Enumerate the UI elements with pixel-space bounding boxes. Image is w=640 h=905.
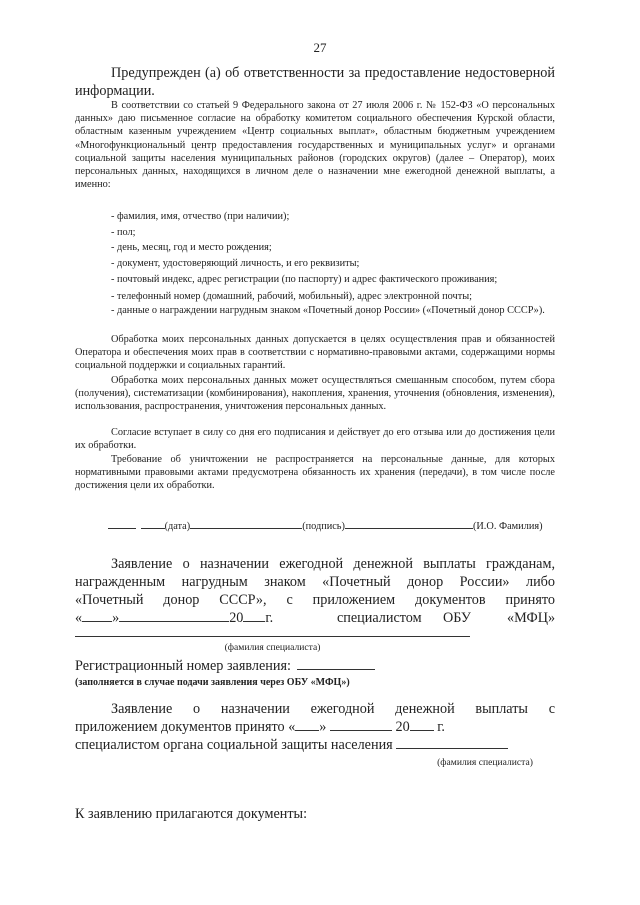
mfc-specialist-caption: (фамилия специалиста) [224,642,321,653]
signature-line [108,520,568,533]
mfc-specialist-label: специалистом [337,610,422,626]
social-year-prefix: 20 [395,719,410,735]
mfc-date-close: » [112,610,120,626]
date-caption: (дата) [164,521,191,532]
attachments-label: К заявлению прилагаются документы: [75,806,308,822]
mfc-line-3: «Почетный донор СССР», с приложением документов принято [75,592,555,608]
list-item: - данные о награждении нагрудным знаком «Почетный донор России» («Почетный донор СССР»). [111,305,545,317]
personal-data-list [75,209,555,317]
social-day-field[interactable] [295,730,319,731]
list-item: - фамилия, имя, отчество (при наличии); [111,211,290,222]
paragraph-destruction: Требование об уничтожении не распространяется на персональные данные, для которых нормативными правовыми актами предусмотрена обязанность их хранения (передачи), в том числе после достижения цели их обработки. [75,454,555,492]
list-item: - почтовый индекс, адрес регистрации (по паспорту) и адрес фактического проживания; [111,274,498,286]
social-year-field[interactable] [410,730,434,731]
mfc-year-suffix: г. [265,610,274,626]
mfc-date-open: « [75,610,83,626]
reg-number-row [75,657,375,675]
list-item: - телефонный номер (домашний, рабочий, мобильный), адрес электронной почты; [111,290,472,302]
list-item: - документ, удостоверяющий личность, и его реквизиты; [111,257,360,269]
social-line-3-label: специалистом органа социальной защиты населения [75,737,393,753]
list-item: - пол; [111,226,136,238]
paragraph-purpose: Обработка моих персональных данных допускается в целях осуществления прав и обязанностей Оператора и обеспечения моих прав в соответствии с нормативно-правовыми актами, содержащими нормы социальной поддержки и социальных гарантий. [75,334,555,372]
consent-intro: В соответствии со статьей 9 Федерального закона от 27 июля 2006 г. № 152-ФЗ «О персональных данных» даю письменное согласие на обработку комитетом социального обеспечения Курской области, областным казенным учреждением «Центр социальных выплат», областным бюджетным учреждением «Многофункциональный центр предоставления государственных и муниципальных услуг» и органами социальной защиты населения муниципальных районов (городских округов) (далее – Оператор), моих персональных данных, находящихся в личном деле о назначении мне ежегодной денежной выплаты, а именно: [75,100,555,191]
mfc-mfc-label: «МФЦ» [507,610,556,626]
social-specialist-caption: (фамилия специалиста) [437,757,533,768]
paragraph-method: Обработка моих персональных данных может осуществляться смешанным способом, путем сбора (получения), систематизации (комбинирования), накопления, хранения, уточнения (обновления, изменения), использования, распространения, уничтожения персональных данных. [75,375,555,413]
name-caption: (И.О. Фамилия) [472,521,543,532]
social-specialist-field[interactable] [396,748,508,749]
list-item: - день, месяц, год и место рождения; [111,242,272,254]
mfc-acceptance-block [75,555,555,657]
reg-number-label: Регистрационный номер заявления: [75,658,291,674]
mfc-obu-label: ОБУ [443,610,471,626]
page-number: 27 [313,40,327,55]
mfc-specialist-field[interactable] [75,636,470,637]
mfc-line-2: награжденным нагрудным знаком «Почетный донор России» либо [75,574,555,590]
reg-number-field[interactable] [297,669,375,670]
reg-number-note: (заполняется в случае подачи заявления через ОБУ «МФЦ») [75,677,350,688]
social-line-2-label: приложением документов принято « [75,719,296,735]
social-year-suffix: г. [437,719,445,735]
social-month-field[interactable] [330,730,392,731]
mfc-year-prefix: 20 [229,610,244,626]
mfc-day-field[interactable] [82,621,112,622]
paragraph-validity: Согласие вступает в силу со дня его подписания и действует до его отзыва или до достижения цели их обработки. [75,427,555,452]
mfc-month-field[interactable] [119,621,229,622]
social-date-close: » [319,719,327,735]
social-line-1: Заявление о назначении ежегодной денежной выплаты с [111,701,555,717]
mfc-line-1: Заявление о назначении ежегодной денежной выплаты гражданам, [111,556,555,572]
social-acceptance-block [75,700,555,772]
signature-caption: (подпись) [302,521,345,532]
responsibility-warning: Предупрежден (а) об ответственности за предоставление недостоверной информации. [75,65,555,99]
mfc-year-field[interactable] [243,621,265,622]
